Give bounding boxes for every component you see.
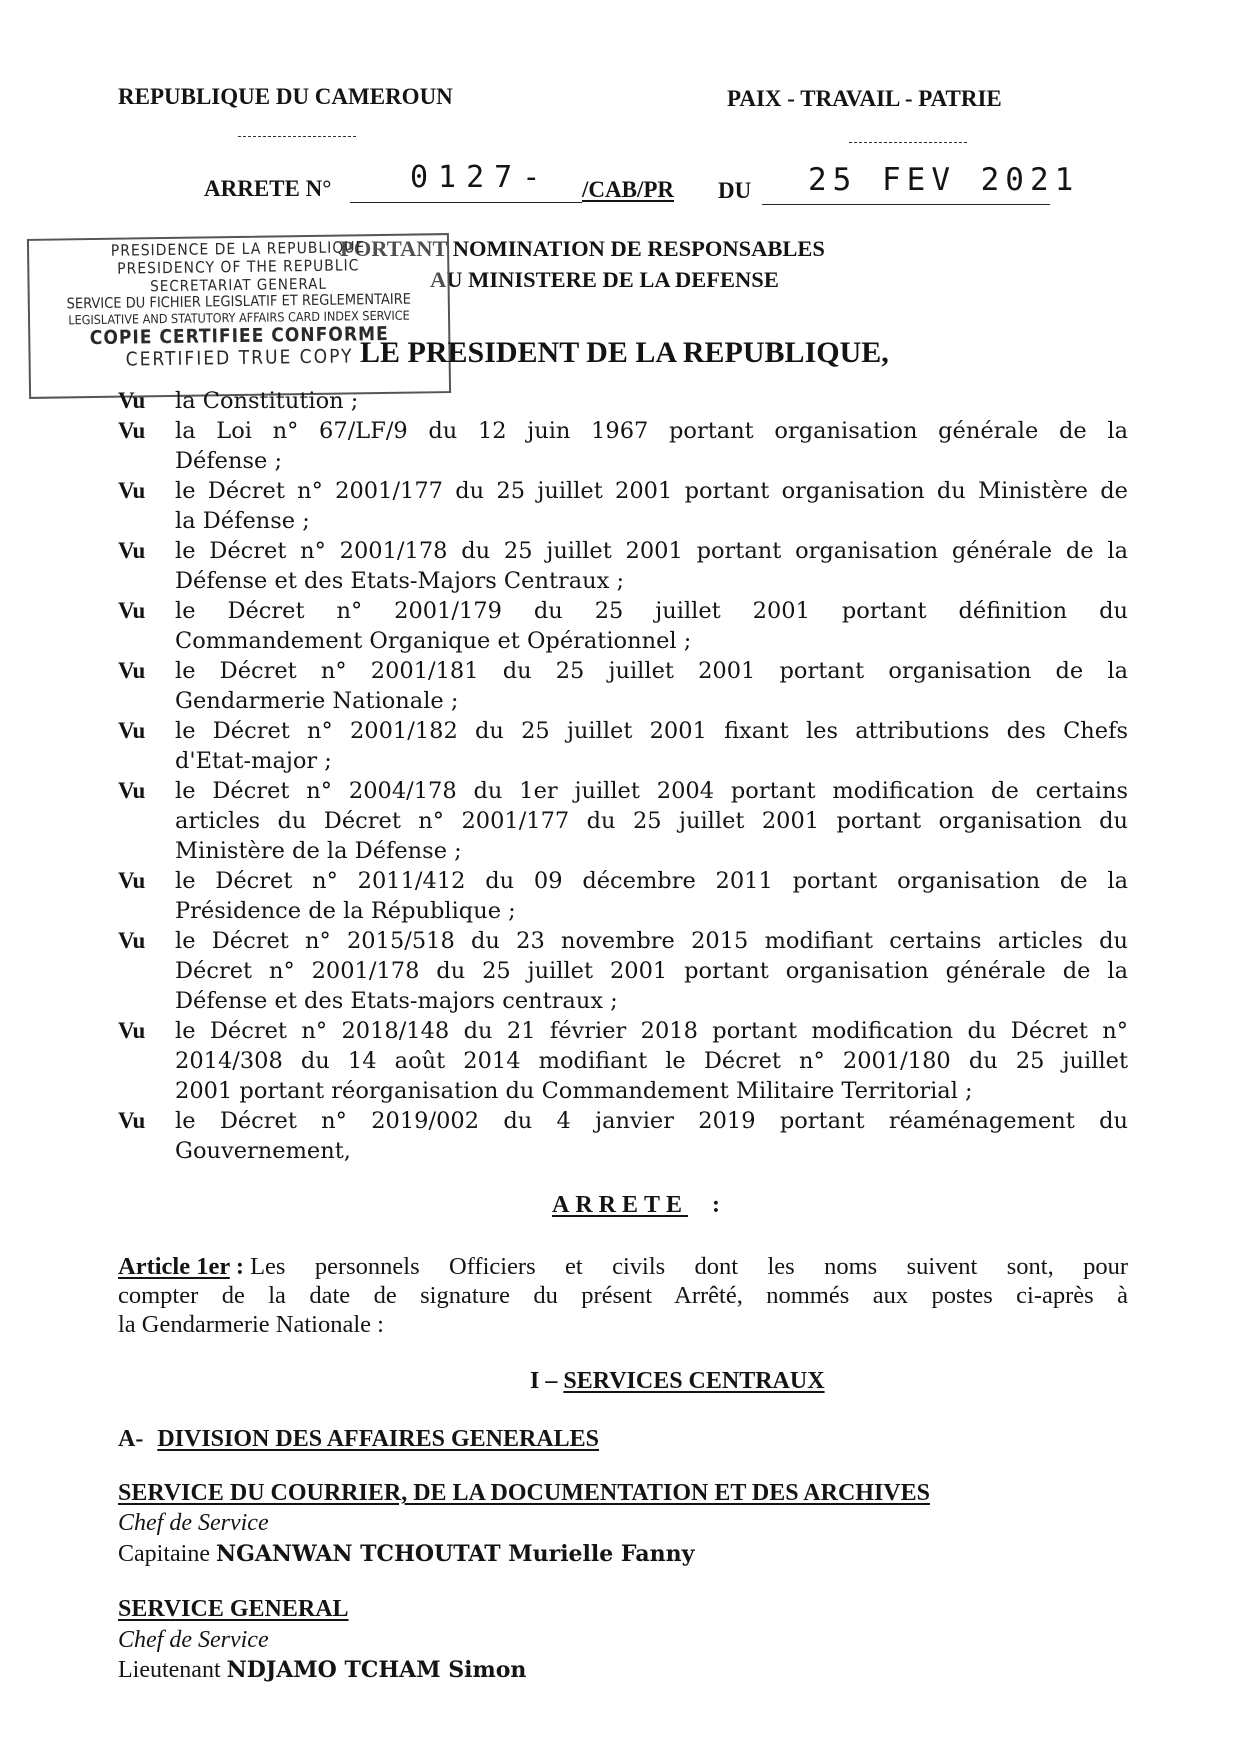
visa-item [118,1106,1128,1166]
visa-line: le Décret n° 2001/179 du 25 juillet 2001 portant définition du [175,598,1128,624]
arrete-label: ARRETE N° [204,176,332,201]
article-1-line: la Gendarmerie Nationale : [118,1311,384,1338]
visa-item [118,656,1128,716]
visa-line: la Loi n° 67/LF/9 du 12 juin 1967 portant organisation générale de la [175,418,1128,444]
certified-copy-stamp [27,233,451,399]
section-I-heading [530,1368,825,1395]
visa-line: le Décret n° 2001/181 du 25 juillet 2001 portant organisation de la [175,658,1128,684]
visa-item [118,416,1128,476]
visa-line: le Décret n° 2011/412 du 09 décembre 2011 portant organisation de la [175,868,1128,894]
visa-line: 2014/308 du 14 août 2014 modifiant le Décret n° 2001/180 du 25 juillet [175,1048,1128,1074]
article-1-line: Les personnels Officiers et civils dont les noms suivent sont, pour [250,1253,1128,1280]
arrete-number-underline [350,202,582,203]
division-A-prefix: A- [118,1426,144,1452]
appointee-name: NGANWAN TCHOUTAT Murielle Fanny [215,1541,695,1567]
stamp-line: PRESIDENCY OF THE REPUBLIC [117,256,360,278]
visa-item [118,596,1128,656]
visa-line: le Décret n° 2004/178 du 1er juillet 2004 portant modification de certains [175,778,1128,804]
stamp-line: SERVICE DU FICHIER LEGISLATIF ET REGLEMENTAIRE [66,291,412,313]
visa-line: Défense ; [175,448,283,474]
visa-item [118,716,1128,776]
vu-label: Vu [118,778,146,803]
visa-item [118,536,1128,596]
stamp-line: COPIE CERTIFIEE CONFORME [89,322,389,350]
stamp-line: SECRETARIAT GENERAL [150,274,328,296]
article-1-label-group [118,1252,244,1281]
service-title: SERVICE GENERAL [118,1596,349,1622]
visa-line: Gendarmerie Nationale ; [175,688,459,714]
arrete-date-underline [762,204,1050,205]
vu-label: Vu [118,1018,146,1043]
service-role: Chef de Service [118,1627,269,1653]
visa-line: articles du Décret n° 2001/177 du 25 juillet 2001 portant organisation du [175,808,1128,834]
header-right: PAIX - TRAVAIL - PATRIE [727,86,1002,111]
visa-item [118,776,1128,866]
visa-line: Ministère de la Défense ; [175,838,462,864]
arrete-heading-colon: : [712,1192,727,1218]
vu-label: Vu [118,478,146,503]
visa-item [118,1016,1128,1106]
vu-label: Vu [118,928,146,953]
visa-line: le Décret n° 2019/002 du 4 janvier 2019 portant réaménagement du [175,1108,1128,1134]
service-title: SERVICE DU COURRIER, DE LA DOCUMENTATION ET DES ARCHIVES [118,1480,930,1506]
visa-line: Présidence de la République ; [175,898,516,924]
service-role: Chef de Service [118,1510,269,1536]
visa-line: la Défense ; [175,508,310,534]
visa-line: le Décret n° 2018/148 du 21 février 2018 portant modification du Décret n° [175,1018,1128,1044]
visa-item [118,926,1128,1016]
visa-line: d'Etat-major ; [175,748,332,774]
arrete-heading-text: ARRETE [552,1192,689,1218]
visa-line: le Décret n° 2001/178 du 25 juillet 2001 portant organisation générale de la [175,538,1128,564]
visa-line: la Constitution ; [175,388,359,414]
header-right-divider [849,142,967,143]
visa-item [118,476,1128,536]
arrete-heading [552,1192,726,1219]
appointee-rank: Lieutenant [118,1657,221,1683]
vu-label: Vu [118,538,146,563]
appointee-name: NDJAMO TCHAM Simon [226,1657,527,1683]
visa-item [118,386,1128,416]
visa-line: Défense et des Etats-Majors Centraux ; [175,568,625,594]
visa-line: 2001 portant réorganisation du Commandement Militaire Territorial ; [175,1078,973,1104]
object-line-1: PORTANT NOMINATION DE RESPONSABLES [340,236,825,261]
arrete-date: 25 FEV 2021 [808,162,1080,198]
stamp-line: PRESIDENCE DE LA REPUBLIQUE [110,238,366,260]
article-1 [118,1252,1128,1339]
vu-label: Vu [118,718,146,743]
article-1-line: compter de la date de signature du présent Arrêté, nommés aux postes ci-après à [118,1282,1128,1309]
section-I-prefix: I – [530,1368,558,1394]
arrete-number: 0127- [410,160,551,195]
vu-label: Vu [118,388,146,413]
stamp-line: CERTIFIED TRUE COPY [125,345,354,371]
object-line-2: AU MINISTERE DE LA DEFENSE [430,267,779,292]
arrete-du: DU [718,178,752,203]
division-A-heading [118,1426,599,1453]
visa-line: Commandement Organique et Opérationnel ; [175,628,692,654]
vu-label: Vu [118,598,146,623]
header-left: REPUBLIQUE DU CAMEROUN [118,84,453,109]
vu-label: Vu [118,868,146,893]
service-appointee [118,1541,694,1568]
president-heading: LE PRESIDENT DE LA REPUBLIQUE, [360,336,889,369]
visa-line: le Décret n° 2001/182 du 25 juillet 2001 fixant les attributions des Chefs [175,718,1128,744]
appointee-rank: Capitaine [118,1541,210,1567]
article-1-colon: : [235,1253,245,1280]
stamp-line: LEGISLATIVE AND STATUTORY AFFAIRS CARD INDEX SERVICE [68,307,410,328]
vu-label: Vu [118,658,146,683]
visa-line: le Décret n° 2001/177 du 25 juillet 2001 portant organisation du Ministère de [175,478,1128,504]
arrete-suffix: /CAB/PR [582,177,674,202]
visa-line: Décret n° 2001/178 du 25 juillet 2001 portant organisation générale de la [175,958,1128,984]
visas-list [118,386,1128,1166]
article-1-label: Article 1er [118,1253,230,1280]
vu-label: Vu [118,418,146,443]
visa-item [118,866,1128,926]
service-appointee [118,1657,526,1684]
visa-line: Défense et des Etats-majors centraux ; [175,988,618,1014]
division-A-title: DIVISION DES AFFAIRES GENERALES [157,1426,599,1452]
section-I-title: SERVICES CENTRAUX [563,1368,825,1394]
visa-line: le Décret n° 2015/518 du 23 novembre 2015 modifiant certains articles du [175,928,1128,954]
header-left-divider [238,136,356,137]
visa-line: Gouvernement, [175,1138,351,1164]
vu-label: Vu [118,1108,146,1133]
